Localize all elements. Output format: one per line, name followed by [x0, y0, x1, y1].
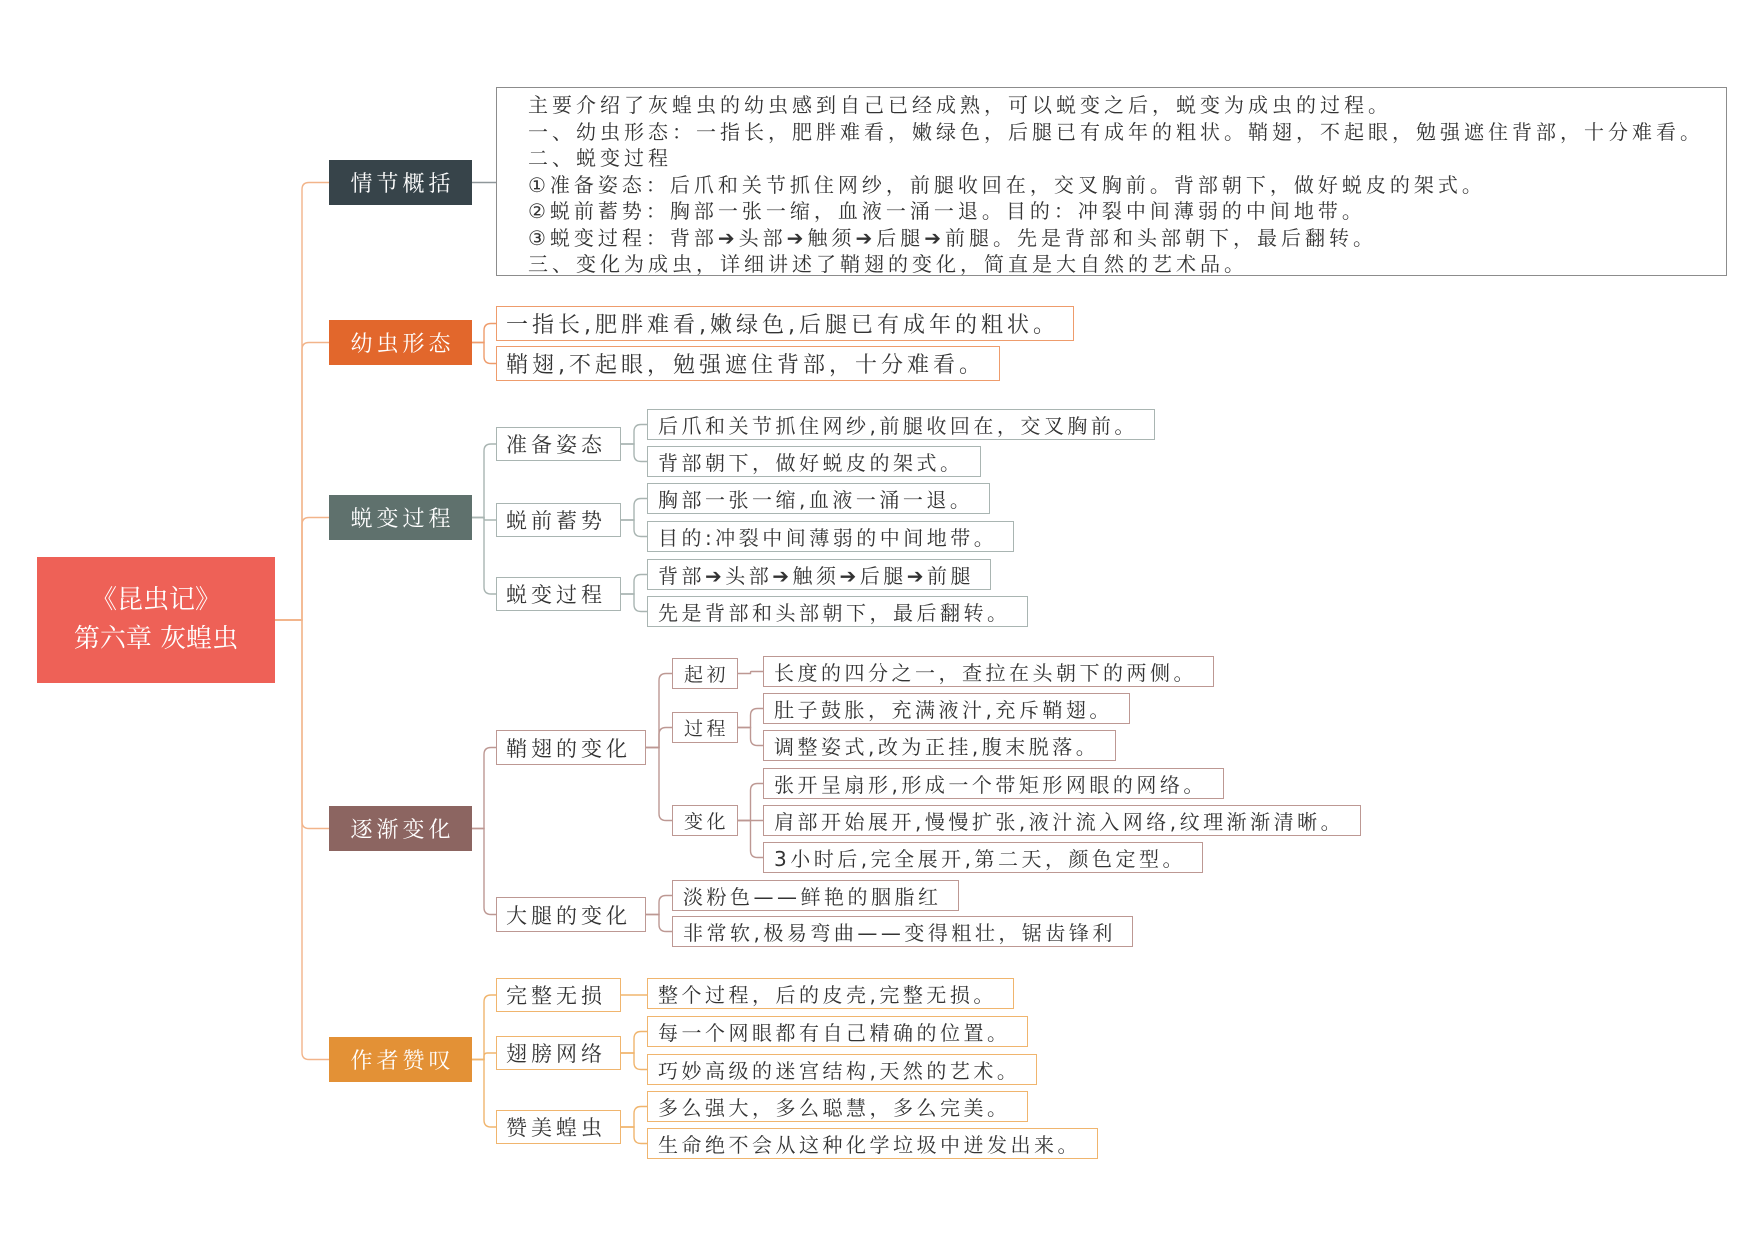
connector-line — [472, 518, 496, 595]
leg-detail[interactable]: 非常软,极易弯曲——变得粗壮，锯齿锋利 — [672, 916, 1133, 947]
subtopic-praise-locust[interactable]: 赞美蝗虫 — [496, 1110, 621, 1144]
praise-detail[interactable]: 生命绝不会从这种化学垃圾中迸发出来。 — [647, 1128, 1098, 1159]
connector-line — [738, 709, 763, 728]
connector-line — [738, 821, 763, 858]
stage-process[interactable]: 过程 — [672, 712, 738, 743]
connector-line — [621, 444, 647, 462]
elytra-detail[interactable]: 长度的四分之一，查拉在头朝下的两侧。 — [763, 656, 1214, 687]
subtopic-leg-change[interactable]: 大腿的变化 — [496, 897, 646, 932]
subtopic-elytra-change[interactable]: 鞘翅的变化 — [496, 730, 646, 765]
connector-line — [621, 594, 647, 612]
summary-text-box[interactable] — [496, 87, 1727, 276]
elytra-detail[interactable]: 调整姿式,改为正挂,腹末脱落。 — [763, 730, 1116, 761]
molt-detail[interactable]: 背部➔头部➔触须➔后腿➔前腿 — [647, 559, 991, 590]
connector-line — [621, 425, 647, 445]
connector-line — [472, 1060, 496, 1128]
connector-line — [621, 575, 647, 595]
stage-beginning[interactable]: 起初 — [672, 658, 738, 689]
connector-line — [472, 995, 496, 1060]
summary-line: ③蜕变过程：背部➔头部➔触须➔后腿➔前腿。先是背部和头部朝下，最后翻转。 — [528, 225, 1377, 250]
connector-line — [621, 1032, 647, 1054]
topic-plot-summary[interactable]: 情节概括 — [329, 160, 472, 205]
connector-line — [646, 896, 672, 915]
elytra-detail[interactable]: 张开呈扇形,形成一个带矩形网眼的网络。 — [763, 768, 1224, 799]
topic-larva-form[interactable]: 幼虫形态 — [329, 320, 472, 365]
connector-line — [738, 728, 763, 746]
summary-line: 主要介绍了灰蝗虫的幼虫感到自己已经成熟，可以蜕变之后，蜕变为成虫的过程。 — [528, 93, 1392, 117]
molt-detail[interactable]: 背部朝下，做好蜕皮的架式。 — [647, 446, 981, 477]
subtopic-prepare-posture[interactable]: 准备姿态 — [496, 427, 621, 461]
molt-detail[interactable]: 后爪和关节抓住网纱,前腿收回在，交叉胸前。 — [647, 409, 1155, 440]
summary-line: ①准备姿态：后爪和关节抓住网纱，前腿收回在，交叉胸前。背部朝下，做好蜕皮的架式。 — [528, 172, 1486, 197]
root-title: 《昆虫记》 — [90, 585, 221, 615]
connector-line — [275, 620, 329, 1060]
topic-author-praise[interactable]: 作者赞叹 — [329, 1037, 472, 1082]
connector-line — [621, 1053, 647, 1070]
connector-line — [646, 748, 672, 821]
molt-detail[interactable]: 胸部一张一缩,血液一涌一退。 — [647, 483, 990, 514]
praise-detail[interactable]: 整个过程，后的皮壳,完整无损。 — [647, 978, 1014, 1009]
praise-detail[interactable]: 巧妙高级的迷宫结构,天然的艺术。 — [647, 1054, 1037, 1085]
elytra-detail[interactable]: 肩部开始展开,慢慢扩张,液汁流入网络,纹理渐渐清晰。 — [763, 805, 1361, 836]
summary-line: 一、幼虫形态：一指长，肥胖难看，嫩绿色，后腿已有成年的粗状。鞘翅，不起眼，勉强遮住背部，十分难看。 — [528, 119, 1704, 144]
praise-detail[interactable]: 每一个网眼都有自己精确的位置。 — [647, 1016, 1028, 1047]
summary-line: 二、蜕变过程 — [528, 146, 672, 170]
summary-line: ②蜕前蓄势：胸部一张一缩，血液一涌一退。目的：冲裂中间薄弱的中间地带。 — [528, 199, 1366, 223]
connector-line — [472, 1053, 496, 1060]
connector-line — [472, 829, 496, 915]
connector-line — [472, 324, 496, 343]
summary-line: 三、变化为成虫，详细讲述了鞘翅的变化，简直是大自然的艺术品。 — [528, 252, 1248, 276]
larva-detail[interactable]: 一指长,肥胖难看,嫩绿色,后腿已有成年的粗状。 — [496, 306, 1074, 341]
connector-line — [646, 915, 672, 932]
larva-detail[interactable]: 鞘翅,不起眼，勉强遮住背部，十分难看。 — [496, 346, 1000, 381]
connector-line — [472, 444, 496, 518]
elytra-detail[interactable]: 肚子鼓胀，充满液汁,充斥鞘翅。 — [763, 693, 1130, 724]
subtopic-pre-molt[interactable]: 蜕前蓄势 — [496, 503, 621, 537]
connector-line — [621, 1107, 647, 1128]
connector-line — [621, 520, 647, 537]
connector-line — [275, 518, 329, 621]
molt-detail[interactable]: 先是背部和头部朝下，最后翻转。 — [647, 596, 1028, 627]
root-subtitle: 第六章 灰蝗虫 — [73, 624, 239, 654]
connector-line — [621, 1127, 647, 1144]
subtopic-wing-network[interactable]: 翅膀网络 — [496, 1036, 621, 1070]
topic-gradual-change[interactable]: 逐渐变化 — [329, 806, 472, 851]
elytra-detail[interactable]: 3小时后,完全展开,第二天，颜色定型。 — [763, 842, 1203, 873]
connector-line — [621, 499, 647, 521]
connector-line — [738, 784, 763, 821]
stage-change[interactable]: 变化 — [672, 805, 738, 836]
connector-line — [738, 672, 763, 674]
subtopic-molt-process[interactable]: 蜕变过程 — [496, 577, 621, 611]
praise-detail[interactable]: 多么强大，多么聪慧，多么完美。 — [647, 1091, 1028, 1122]
root-topic[interactable] — [37, 557, 275, 683]
leg-detail[interactable]: 淡粉色——鲜艳的胭脂红 — [672, 880, 959, 911]
connector-line — [472, 748, 496, 829]
molt-detail[interactable]: 目的:冲裂中间薄弱的中间地带。 — [647, 521, 1014, 552]
connector-line — [472, 343, 496, 364]
topic-molting-process[interactable]: 蜕变过程 — [329, 495, 472, 540]
subtopic-intact[interactable]: 完整无损 — [496, 978, 621, 1012]
